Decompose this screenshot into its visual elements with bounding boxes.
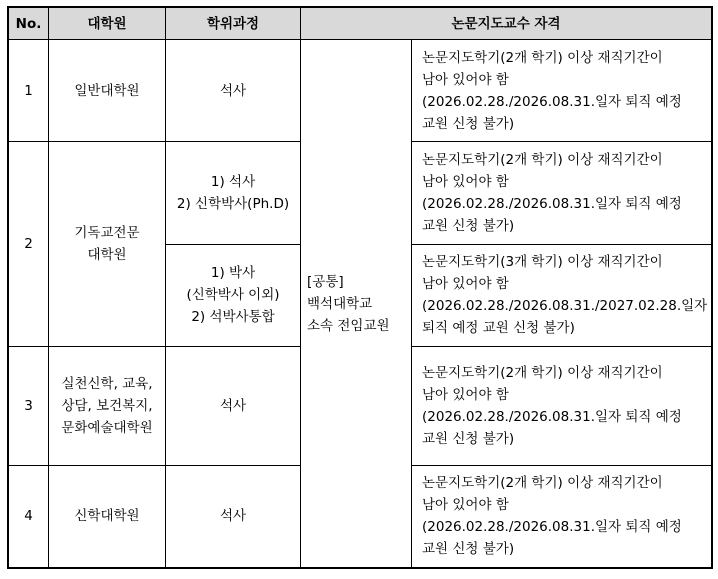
row-number: 3 [9, 347, 49, 465]
common-line: [공통] [307, 273, 344, 290]
requirement-line: 남아 있어야 함 [422, 174, 509, 191]
degree-cell [166, 347, 301, 465]
requirement-line: 남아 있어야 함 [422, 497, 509, 514]
header-degree: 학위과정 [166, 8, 301, 40]
requirement-line: 남아 있어야 함 [422, 71, 509, 88]
degree-cell [166, 244, 301, 346]
school-line: 대학원 [87, 247, 127, 264]
requirement-line: 논문지도학기(2개 학기) 이상 재직기간이 [422, 475, 663, 492]
requirement-cell [412, 244, 712, 346]
requirement-line: 교원 신청 불가) [422, 541, 515, 558]
requirement-line: (2026.02.28./2026.08.31.일자 퇴직 예정 [422, 196, 682, 213]
requirement-line: 논문지도학기(2개 학기) 이상 재직기간이 [422, 364, 663, 381]
row-number: 4 [9, 465, 49, 567]
requirement-line: 교원 신청 불가) [422, 115, 515, 132]
requirement-line: 퇴직 예정 교원 신청 불가) [422, 320, 575, 337]
common-line: 백석대학교 [307, 295, 373, 312]
degree-line: 2) 신학박사(Ph.D) [176, 196, 290, 213]
requirement-line: 교원 신청 불가) [422, 430, 515, 447]
requirement-line: 교원 신청 불가) [422, 218, 515, 235]
requirement-line: 논문지도학기(2개 학기) 이상 재직기간이 [422, 152, 663, 169]
table-header-row [9, 8, 712, 40]
degree-cell [166, 40, 301, 142]
row-number: 2 [9, 142, 49, 347]
degree-line: 1) 석사 [210, 174, 256, 191]
requirement-line: (2026.02.28./2026.08.31.일자 퇴직 예정 [422, 408, 682, 425]
requirement-cell [412, 347, 712, 465]
school-line: 신학대학원 [74, 508, 140, 525]
row-number: 1 [9, 40, 49, 142]
school-line: 실천신학, 교육, [61, 375, 153, 392]
common-qualification-cell [301, 40, 412, 568]
requirement-cell [412, 40, 712, 142]
common-line: 소속 전임교원 [307, 317, 390, 334]
school-line: 일반대학원 [74, 82, 140, 99]
advisor-qualification-table [8, 7, 712, 568]
header-qualification: 논문지도교수 자격 [301, 8, 712, 40]
school-line: 상담, 보건복지, [61, 397, 153, 414]
requirement-line: (2026.02.28./2026.08.31.일자 퇴직 예정 [422, 519, 682, 536]
table-row [9, 40, 712, 142]
degree-cell [166, 142, 301, 244]
requirement-line: (2026.02.28./2026.08.31.일자 퇴직 예정 [422, 93, 682, 110]
degree-line: (신학박사 이외) [186, 287, 280, 304]
requirement-cell [412, 465, 712, 567]
requirement-line: 남아 있어야 함 [422, 276, 509, 293]
school-cell [49, 347, 166, 465]
school-cell [49, 465, 166, 567]
school-cell [49, 142, 166, 347]
header-school: 대학원 [49, 8, 166, 40]
requirement-cell [412, 142, 712, 244]
degree-line: 석사 [219, 82, 247, 99]
school-cell [49, 40, 166, 142]
requirement-line: 남아 있어야 함 [422, 386, 509, 403]
requirement-line: (2026.02.28./2026.08.31./2027.02.28.일자 [422, 298, 708, 315]
header-no: No. [9, 8, 49, 40]
degree-line: 1) 박사 [210, 265, 256, 282]
school-line: 문화예술대학원 [61, 419, 153, 436]
requirement-line: 논문지도학기(2개 학기) 이상 재직기간이 [422, 49, 663, 66]
degree-line: 석사 [219, 397, 247, 414]
degree-line: 석사 [219, 508, 247, 525]
school-line: 기독교전문 [74, 225, 140, 242]
degree-cell [166, 465, 301, 567]
degree-line: 2) 석박사통합 [191, 309, 275, 326]
requirement-line: 논문지도학기(3개 학기) 이상 재직기간이 [422, 254, 663, 271]
